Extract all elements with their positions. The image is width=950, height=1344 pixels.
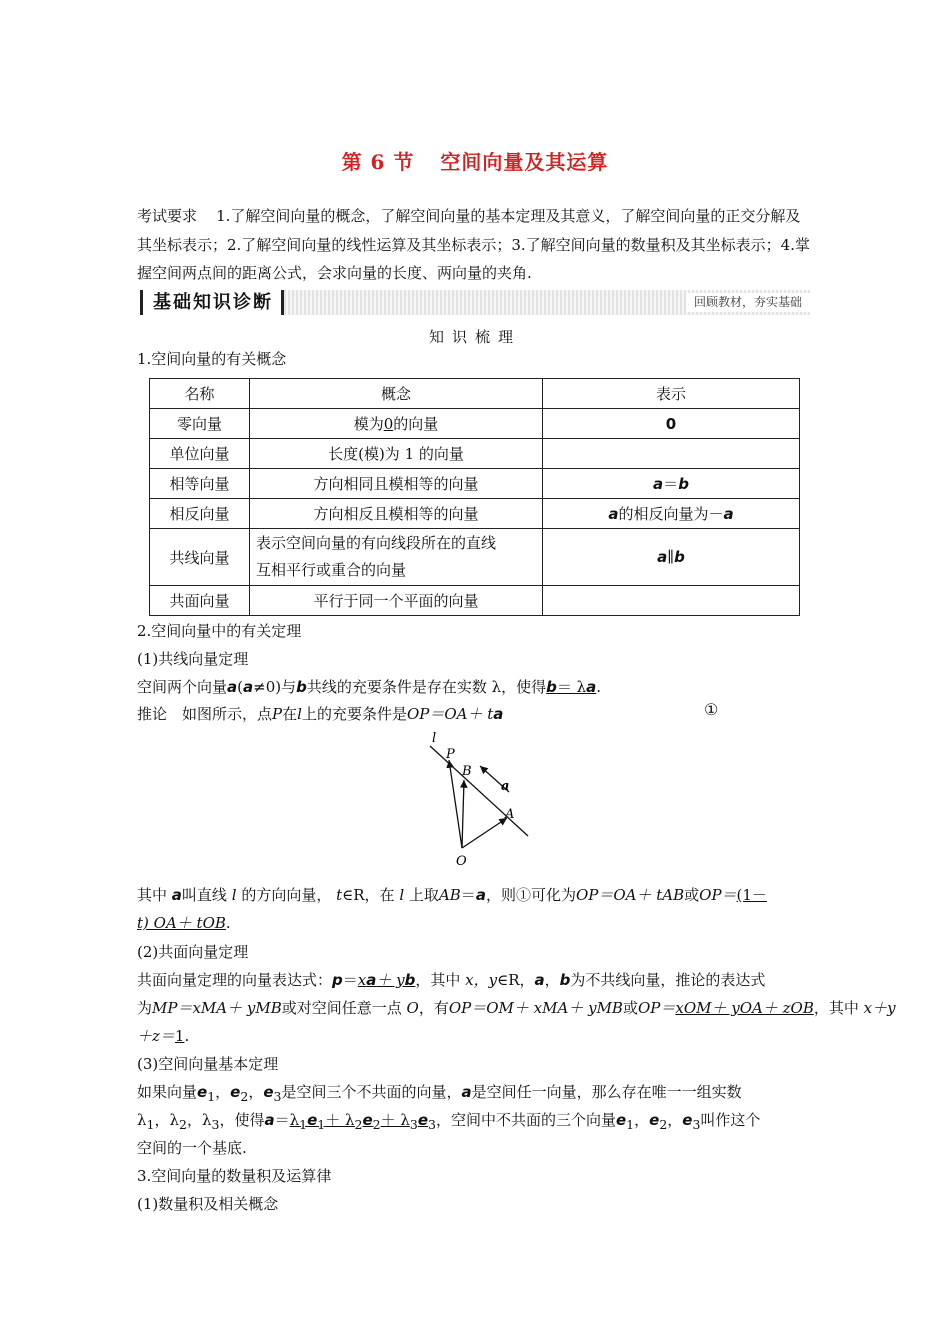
vector-figure bbox=[410, 728, 545, 880]
section-header: 知识梳理 bbox=[428, 328, 521, 346]
table-row bbox=[150, 499, 800, 529]
table-header: 概念 bbox=[250, 379, 543, 409]
cell-concept: 平行于同一个平面的向量 bbox=[250, 586, 543, 616]
cell-rep: 0 bbox=[543, 409, 800, 439]
equation-number: ① bbox=[704, 700, 719, 719]
basis-line-1: 如果向量$e_1$，$e_2$，$e_3$是空间三个不共面的向量，a是空间任一向量，那么存在唯一一组实数 bbox=[137, 1083, 742, 1104]
label-l: l bbox=[432, 731, 437, 746]
section-banner bbox=[140, 290, 810, 315]
cell-rep: a∥b bbox=[543, 529, 800, 586]
label-O: O bbox=[456, 854, 467, 869]
corollary-line: 推论 如图所示，点P在l上的充要条件是OP＝OA＋ ta bbox=[137, 705, 504, 723]
table-row bbox=[150, 409, 800, 439]
table-header-row bbox=[150, 379, 800, 409]
coplanar-line-3: ＋z＝1. bbox=[137, 1027, 190, 1045]
banner-tagline: 回顾教材，夯实基础 bbox=[686, 293, 810, 312]
cell-name: 相反向量 bbox=[150, 499, 250, 529]
table-header: 名称 bbox=[150, 379, 250, 409]
direction-vector-text-cont: t) OA＋ tOB. bbox=[137, 914, 231, 932]
cell-concept: 模为0的向量 bbox=[250, 409, 543, 439]
cell-rep: a的相反向量为－a bbox=[543, 499, 800, 529]
s3-heading: 3.空间向量的数量积及运算律 bbox=[137, 1167, 332, 1185]
table-row bbox=[150, 469, 800, 499]
vector-OA bbox=[462, 818, 507, 848]
concept-table bbox=[149, 378, 800, 616]
cell-name: 零向量 bbox=[150, 409, 250, 439]
table-header: 表示 bbox=[543, 379, 800, 409]
s2-1-heading: (1)共线向量定理 bbox=[137, 650, 249, 668]
table-row bbox=[150, 529, 800, 586]
cell-concept: 方向相同且模相等的向量 bbox=[250, 469, 543, 499]
page-title: 第 6 节 空间向量及其运算 bbox=[341, 150, 609, 174]
s3-1-heading: (1)数量积及相关概念 bbox=[137, 1195, 279, 1213]
line-l bbox=[430, 746, 528, 836]
coplanar-line-2: 为MP＝xMA＋ yMB或对空间任意一点 O，有OP＝OM＋ xMA＋ yMB或OP＝xOM＋ yOA＋ zOB，其中 x＋y bbox=[137, 999, 896, 1017]
collinear-theorem: 空间两个向量a(a≠0)与b共线的充要条件是存在实数 λ，使得b＝ λa. bbox=[137, 678, 602, 696]
basis-line-2: $\lambda_1$，$\lambda_2$，$\lambda_3$，使得$a=\lambda_1e_1+ \lambda_2e_2+ \lambda_3e_3$，空间中不共面的三个向量$e_1$，$e_2$，$e_3$叫作这个 bbox=[137, 1111, 761, 1132]
s1-heading: 1.空间向量的有关概念 bbox=[137, 350, 287, 368]
cell-rep: a＝b bbox=[543, 469, 800, 499]
exam-requirements: 考试要求 1.了解空间向量的概念，了解空间向量的基本定理及其意义，了解空间向量的正交分解及其坐标表示；2.了解空间向量的线性运算及其坐标表示；3.了解空间向量的数量积及其坐标表示；4.掌握空间两点间的距离公式，会求向量的长度、两向量的夹角. bbox=[137, 207, 810, 282]
s2-2-heading: (2)共面向量定理 bbox=[137, 943, 249, 961]
cell-name: 共面向量 bbox=[150, 586, 250, 616]
cell-rep bbox=[543, 439, 800, 469]
s2-heading: 2.空间向量中的有关定理 bbox=[137, 622, 302, 640]
cell-concept: 长度(模)为 1 的向量 bbox=[250, 439, 543, 469]
label-B: B bbox=[462, 764, 472, 779]
label-A: A bbox=[505, 807, 515, 822]
label-P: P bbox=[446, 747, 455, 762]
cell-name: 单位向量 bbox=[150, 439, 250, 469]
vector-OB bbox=[462, 780, 464, 848]
table-row bbox=[150, 586, 800, 616]
direction-vector-text: 其中 a叫直线 l 的方向向量， t∈R，在 l 上取AB＝a，则①可化为OP＝OA＋ tAB或OP＝(1－ bbox=[137, 886, 767, 904]
cell-name: 共线向量 bbox=[150, 529, 250, 586]
coplanar-line-1: 共面向量定理的向量表达式：p＝xa＋ yb，其中 x，y∈R，a，b为不共线向量，推论的表达式 bbox=[137, 971, 766, 989]
cell-concept: 表示空间向量的有向线段所在的直线 互相平行或重合的向量 bbox=[250, 529, 543, 586]
banner-label: 基础知识诊断 bbox=[140, 290, 284, 315]
cell-rep bbox=[543, 586, 800, 616]
cell-concept: 方向相反且模相等的向量 bbox=[250, 499, 543, 529]
cell-name: 相等向量 bbox=[150, 469, 250, 499]
s2-3-heading: (3)空间向量基本定理 bbox=[137, 1055, 279, 1073]
table-row bbox=[150, 439, 800, 469]
basis-line-3: 空间的一个基底. bbox=[137, 1139, 247, 1157]
label-a: a bbox=[501, 779, 510, 794]
